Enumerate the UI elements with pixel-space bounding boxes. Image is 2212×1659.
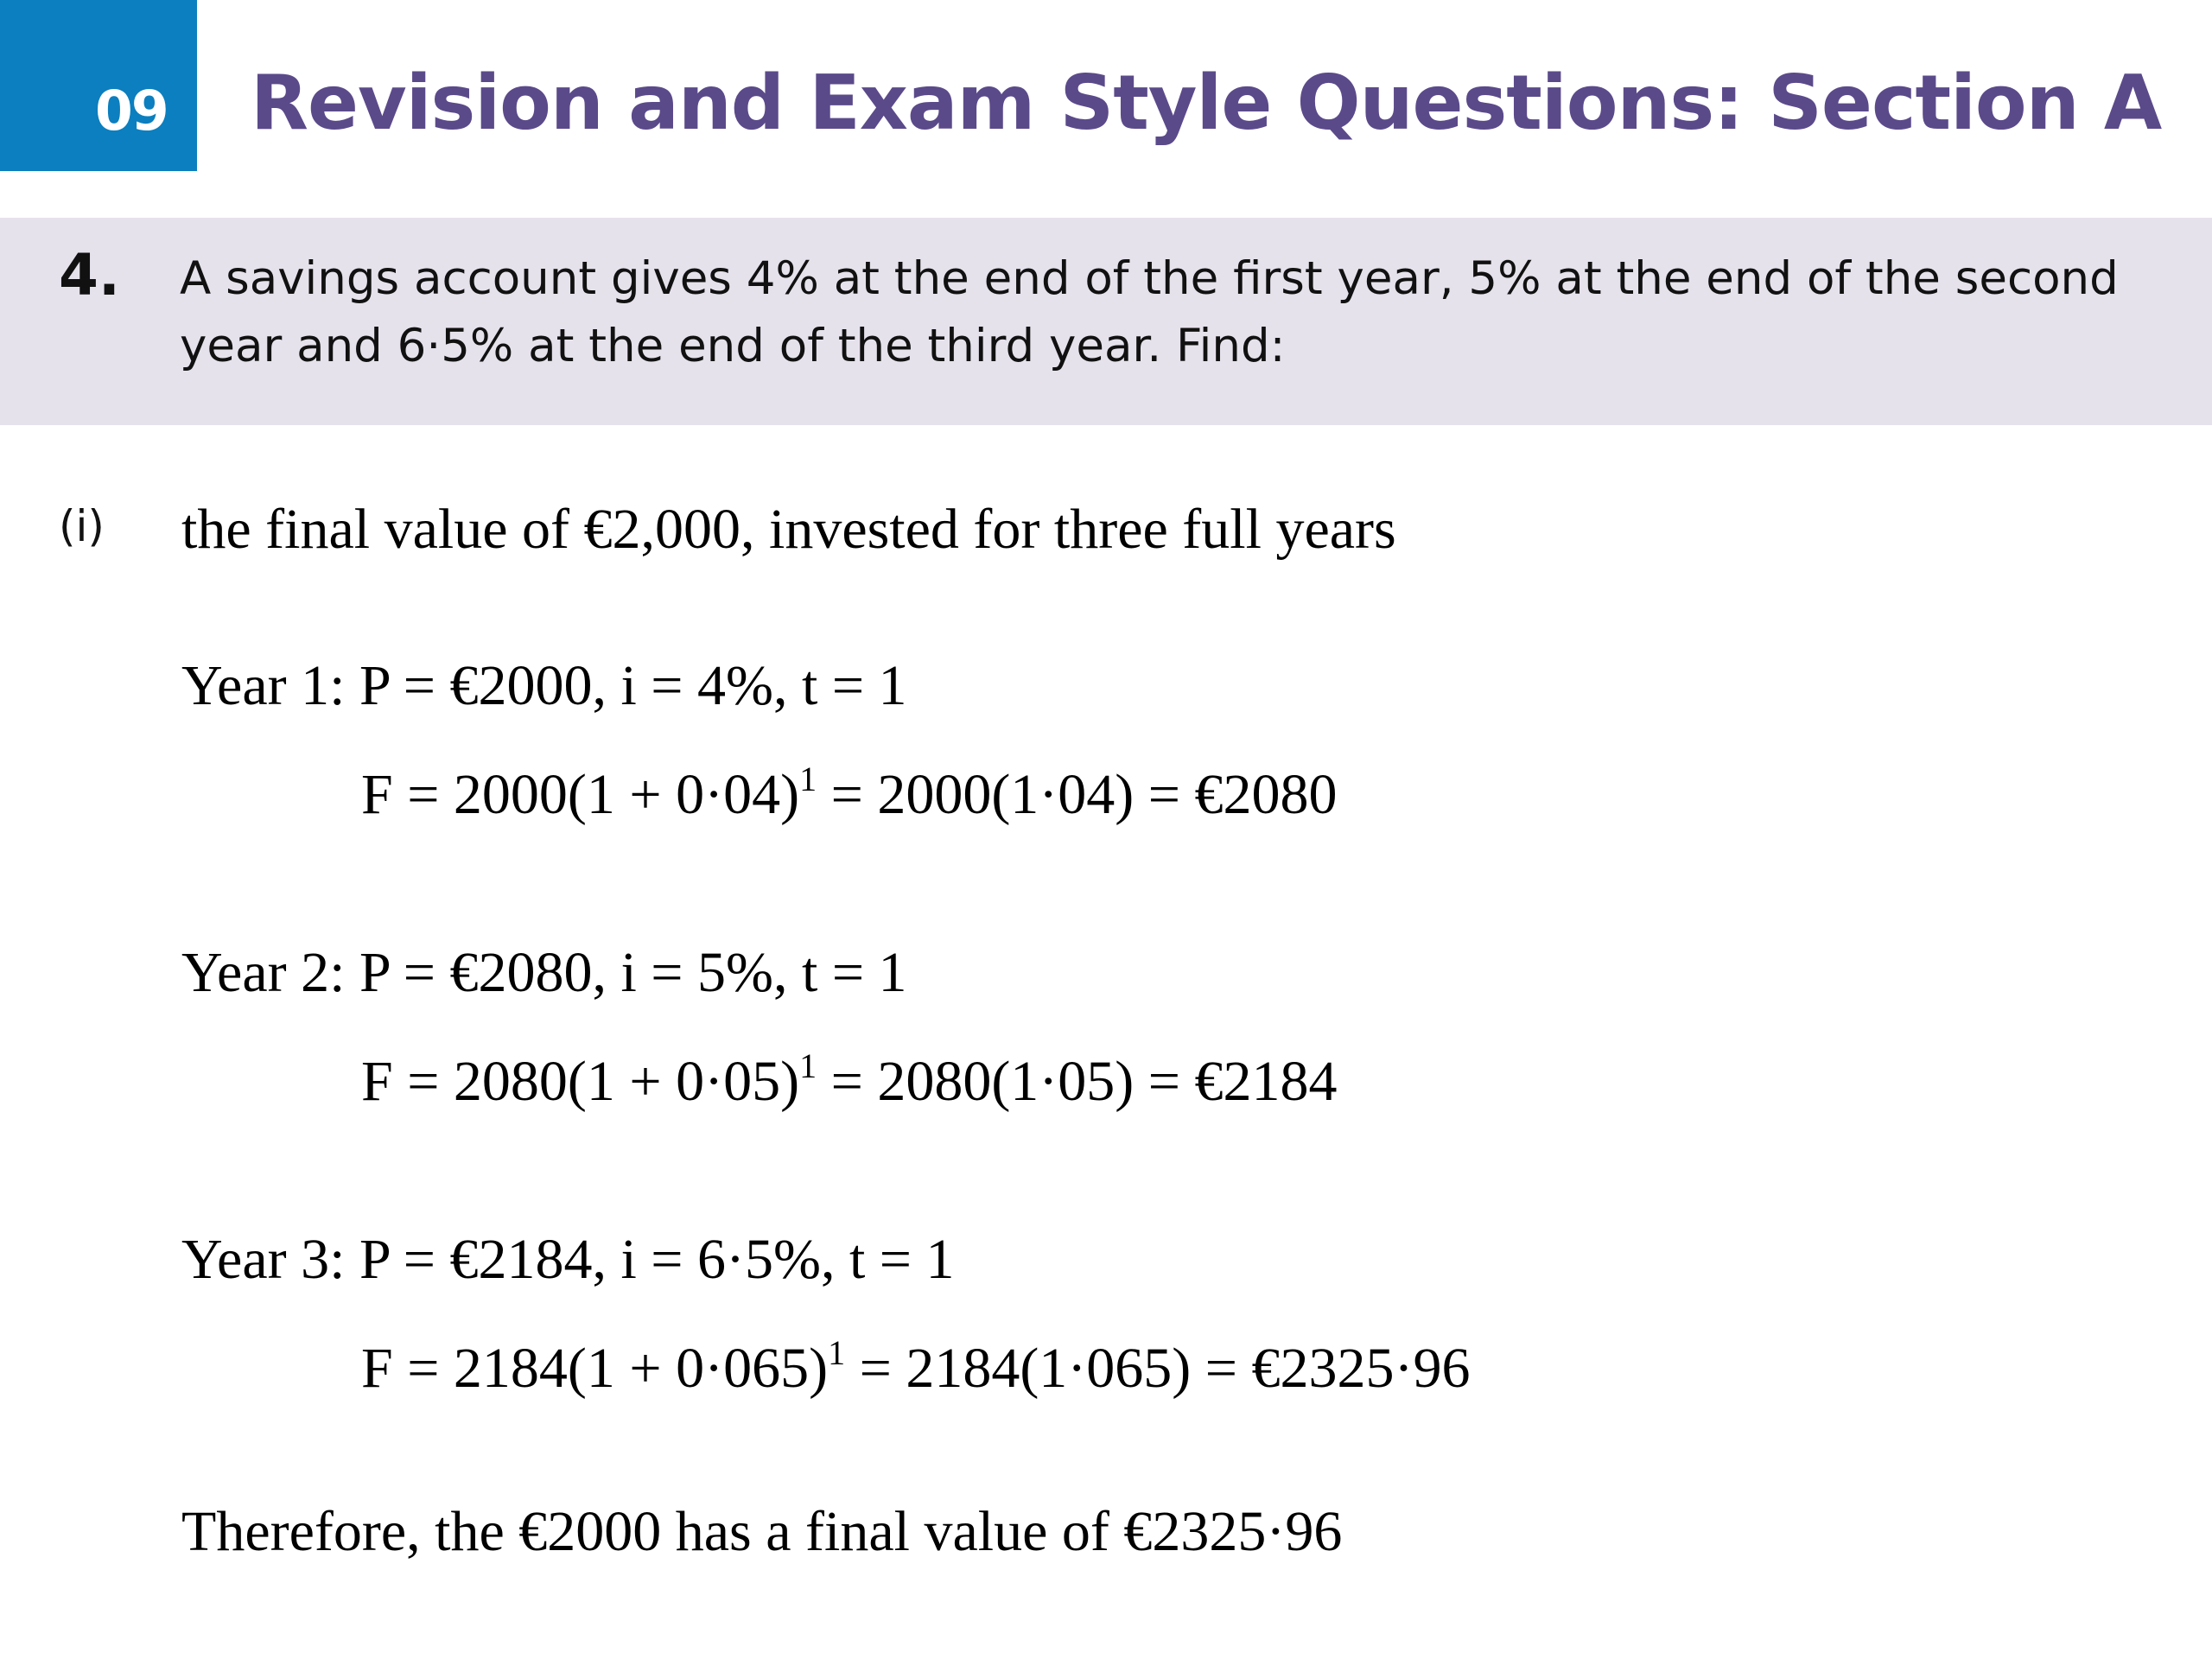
year-2-given: Year 2: P = €2080, i = 5%, t = 1: [181, 941, 907, 1004]
formula-lhs: F = 2184(1 + 0·065): [361, 1337, 829, 1400]
formula-exponent: 1: [799, 1046, 817, 1085]
formula-rhs: = 2080(1·05) = €2184: [817, 1050, 1338, 1113]
part-label: (i): [59, 501, 105, 551]
year-3-formula: [361, 1333, 1471, 1402]
question-text: A savings account gives 4% at the end of the first year, 5% at the end of the second year and 6·5% at the end of the third year. Find:: [180, 252, 2119, 372]
formula-rhs: = 2000(1·04) = €2080: [817, 763, 1338, 826]
year-2-formula: [361, 1046, 1338, 1115]
conclusion: Therefore, the €2000 has a final value of €2325·96: [181, 1500, 1343, 1563]
part-text: the final value of €2,000, invested for three full years: [181, 498, 1396, 561]
question-number: 4.: [59, 242, 120, 308]
formula-lhs: F = 2000(1 + 0·04): [361, 763, 800, 826]
formula-exponent: 1: [799, 760, 817, 798]
formula-lhs: F = 2080(1 + 0·05): [361, 1050, 800, 1113]
year-1-formula: [361, 762, 1337, 828]
year-3-given: Year 3: P = €2184, i = 6·5%, t = 1: [181, 1228, 955, 1291]
chapter-number: 09: [95, 79, 168, 143]
formula-exponent: 1: [828, 1333, 846, 1372]
page-title: Revision and Exam Style Questions: Section A: [251, 59, 2162, 147]
year-1-given: Year 1: P = €2000, i = 4%, t = 1: [181, 654, 907, 717]
formula-rhs: = 2184(1·065) = €2325·96: [845, 1337, 1471, 1400]
